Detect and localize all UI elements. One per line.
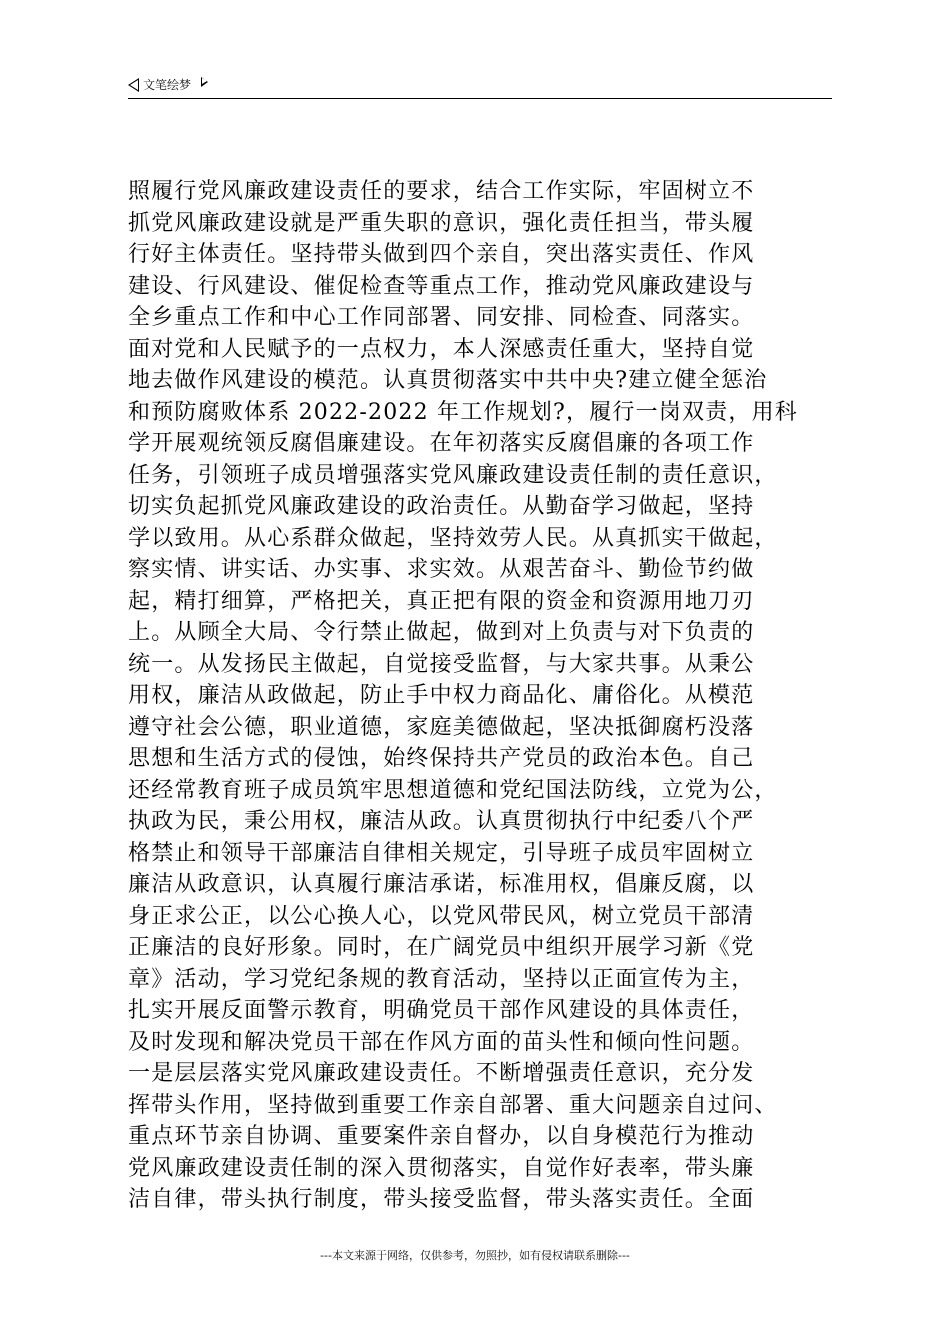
body-text-line: 建设、行风建设、催促检查等重点工作，推动党风廉政建设与: [128, 273, 755, 299]
body-text-line: 党风廉政建设责任制的深入贯彻落实，自觉作好表率，带头廉: [128, 1155, 755, 1181]
body-text-line: 挥带头作用，坚持做到重要工作亲自部署、重大问题亲自过问、: [128, 1092, 778, 1118]
page-header: [128, 72, 832, 99]
body-text-line: 及时发现和解决党员干部在作风方面的苗头性和倾向性问题。: [128, 1029, 755, 1055]
body-text-line: 学开展观统领反腐倡廉建设。在年初落实反腐倡廉的各项工作: [128, 431, 755, 456]
body-text-line: 察实情、讲实话、办实事、求实效。从艰苦奋斗、勤俭节约做: [128, 557, 755, 582]
header-brand-text: 文笔绘梦: [143, 78, 192, 92]
body-text-line: 思想和生活方式的侵蚀，始终保持共产党员的政治本色。自己: [128, 746, 755, 771]
body-text-line: 地去做作风建设的模范。认真贯彻落实中共中央?建立健全惩治: [128, 368, 768, 393]
body-text-line: 行好主体责任。坚持带头做到四个亲自，突出落实责任、作风: [128, 242, 755, 267]
body-text-line: 上。从顾全大局、令行禁止做起，做到对上负责与对下负责的: [128, 620, 755, 645]
document-body: [128, 176, 848, 1216]
body-text-line: 洁自律，带头执行制度，带头接受监督，带头落实责任。全面: [128, 1187, 755, 1212]
body-text-line: 用权，廉洁从政做起，防止手中权力商品化、庸俗化。从模范: [128, 683, 755, 708]
body-text-line: 切实负起抓党风廉政建设的政治责任。从勤奋学习做起，坚持: [128, 494, 755, 519]
body-text-line: 廉洁从政意识，认真履行廉洁承诺，标准用权，倡廉反腐，以: [128, 872, 755, 897]
body-text-line: 重点环节亲自协调、重要案件亲自督办，以自身模范行为推动: [128, 1124, 755, 1149]
left-triangle-icon: [128, 78, 139, 92]
body-text-line: 照履行党风廉政建设责任的要求，结合工作实际，牢固树立不: [128, 179, 755, 204]
body-text-line: 扎实开展反面警示教育，明确党员干部作风建设的具体责任，: [128, 998, 755, 1023]
body-text-line: 一是层层落实党风廉政建设责任。不断增强责任意识，充分发: [128, 1061, 755, 1086]
body-text-line: 格禁止和领导干部廉洁自律相关规定，引导班子成员牢固树立: [128, 840, 755, 866]
footer-disclaimer: ---本文来源于网络，仅供参考，勿照抄，如有侵权请联系删除---: [320, 1249, 630, 1262]
body-text-line: 和预防腐败体系 2022-2022 年工作规划?，履行一岗双责，用科: [128, 399, 798, 425]
body-text-line: 起，精打细算，严格把关，真正把有限的资金和资源用地刀刃: [128, 588, 755, 614]
header-brand: [128, 76, 208, 93]
body-text-line: 遵守社会公德，职业道德，家庭美德做起，坚决抵御腐朽没落: [128, 714, 755, 740]
body-text-line: 全乡重点工作和中心工作同部署、同安排、同检查、同落实。: [128, 305, 755, 330]
body-text-line: 任务，引领班子成员增强落实党风廉政建设责任制的责任意识，: [128, 462, 778, 488]
body-text-line: 章》活动，学习党纪条规的教育活动，坚持以正面宣传为主，: [128, 966, 755, 992]
body-text-line: 还经常教育班子成员筑牢思想道德和党纪国法防线，立党为公，: [128, 777, 778, 803]
body-text-line: 面对党和人民赋予的一点权力，本人深感责任重大，坚持自觉: [128, 336, 755, 362]
body-text-line: 统一。从发扬民主做起，自觉接受监督，与大家共事。从秉公: [128, 651, 755, 677]
body-text-line: 学以致用。从心系群众做起，坚持效劳人民。从真抓实干做起，: [128, 525, 778, 551]
body-text-line: 身正求公正，以公心换人心，以党风带民风，树立党员干部清: [128, 903, 755, 929]
body-text-line: 执政为民，秉公用权，廉洁从政。认真贯彻执行中纪委八个严: [128, 809, 755, 834]
right-triangle-icon: [201, 77, 208, 87]
body-text-line: 抓党风廉政建设就是严重失职的意识，强化责任担当，带头履: [128, 210, 755, 236]
body-text-line: 正廉洁的良好形象。同时，在广阔党员中组织开展学习新《党: [128, 935, 755, 960]
